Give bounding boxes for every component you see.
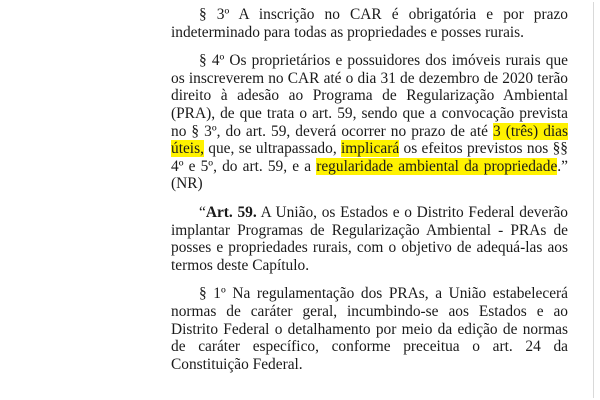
article-59-text: A União, os Estados e o Distrito Federal deverão implantar Programas de Regularização Ambiental - PRAs de posses e propriedades rurais, com o objetivo de adequá-las aos termos deste Capítulo.: [171, 203, 568, 274]
article-59-paragraph-1: § 1º Na regulamentação dos PRAs, a União estabelecerá normas de caráter geral, incumbindo-se aos Estados e ao Distrito Federal o detalhamento por meio da edição de normas de caráter específico, conforme preceitua o art. 24 da Constituição Federal.: [171, 285, 568, 373]
document-text-column: [171, 6, 568, 384]
paragraph-4-text-end: .” (NR): [171, 157, 568, 193]
article-59-quote: “: [199, 203, 206, 221]
highlight-deadline: 3 (três) dias úteis,: [171, 122, 568, 158]
highlight-regularidade: regularidade ambiental da propriedade: [316, 157, 558, 175]
paragraph-4-text-mid2: os efeitos previstos nos §§ 4º e 5º, do art. 59, e a: [171, 140, 568, 175]
paragraph-4-text-mid1: que, se ultrapassado,: [203, 140, 342, 158]
article-59: [171, 204, 568, 274]
page-edge-divider: [593, 2, 594, 398]
paragraph-4-text-start: § 4º Os proprietários e possuidores dos imóveis rurais que os inscreverem no CAR até o dia 31 de dezembro de 2020 terão direito à adesão ao Programa de Regularização Ambiental (PRA), de que trata o art. 59, sendo que a convocação prevista no § 3º, do art. 59, deverá ocorrer no prazo de até: [171, 52, 568, 140]
paragraph-4: [171, 52, 568, 193]
highlight-implicara: implicará: [341, 140, 400, 158]
paragraph-3: § 3º A inscrição no CAR é obrigatória e por prazo indeterminado para todas as propriedades e posses rurais.: [171, 6, 568, 41]
article-59-heading: Art. 59.: [205, 203, 257, 221]
